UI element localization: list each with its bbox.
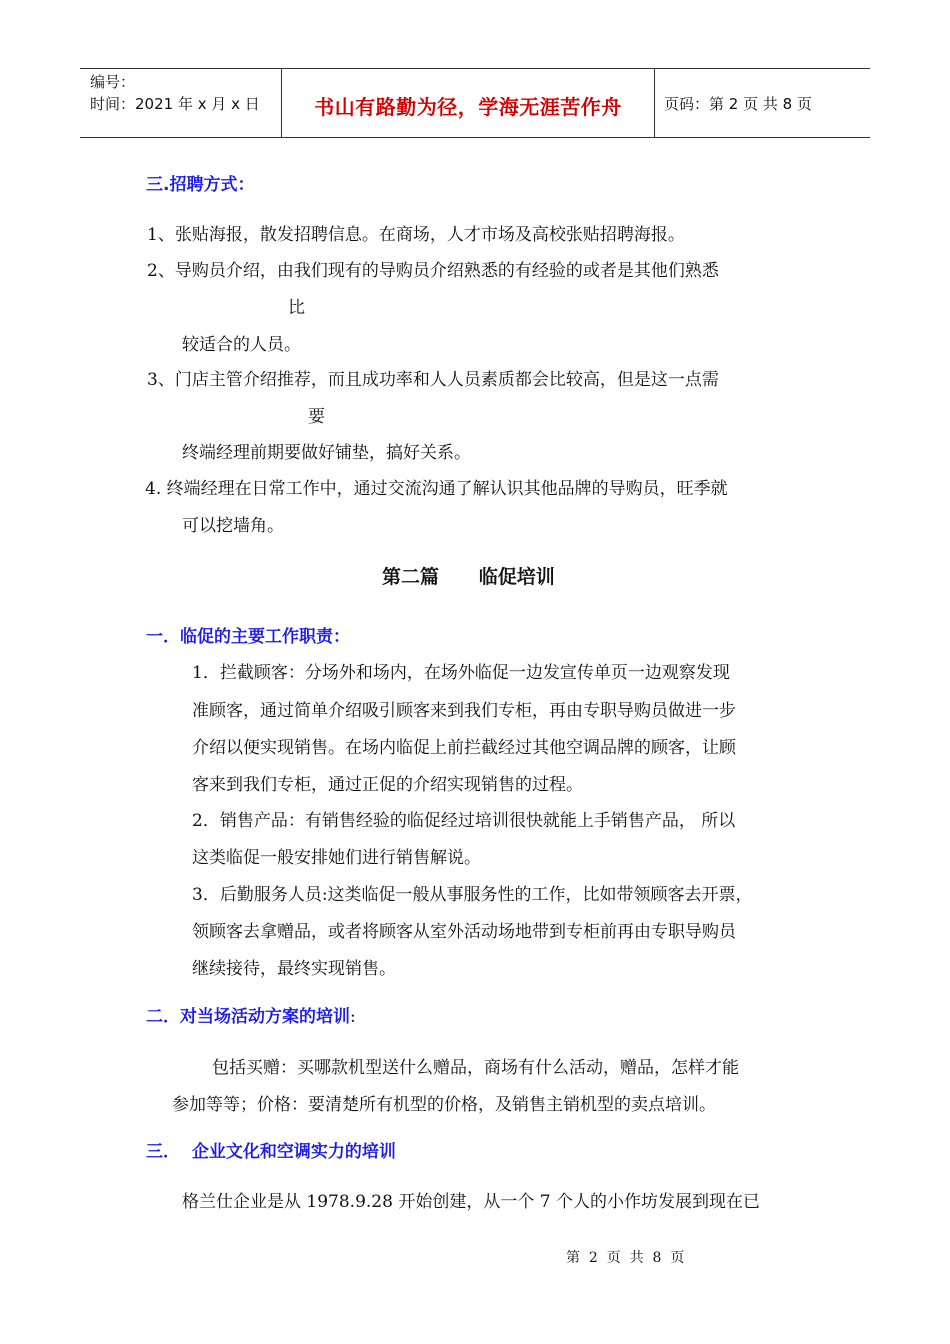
recruit-item: 3、门店主管介绍推荐，而且成功率和人人员素质都会比较高，但是这一点需 bbox=[147, 370, 719, 390]
chapter-title: 第二篇 临促培训 bbox=[382, 566, 555, 588]
activity-line: 参加等等；价格：要清楚所有机型的价格，及销售主销机型的卖点培训。 bbox=[172, 1095, 716, 1115]
duties-line: 介绍以便实现销售。在场内临促上前拦截经过其他空调品牌的顾客，让顾 bbox=[192, 738, 736, 758]
duties-line: 2．销售产品：有销售经验的临促经过培训很快就能上手销售产品， 所以 bbox=[192, 811, 736, 831]
culture-heading: 三． 企业文化和空调实力的培训 bbox=[146, 1142, 396, 1162]
culture-line: 格兰仕企业是从 1978.9.28 开始创建，从一个 7 个人的小作坊发展到现在已 bbox=[182, 1192, 760, 1212]
activity-heading: 二．对当场活动方案的培训 bbox=[146, 1007, 350, 1027]
duties-line: 1．拦截顾客：分场外和场内，在场外临促一边发宣传单页一边观察发现 bbox=[192, 663, 730, 683]
duties-line: 客来到我们专柜，通过正促的介绍实现销售的过程。 bbox=[192, 775, 583, 795]
duties-line: 领顾客去拿赠品，或者将顾客从室外活动场地带到专柜前再由专职导购员 bbox=[192, 922, 736, 942]
recruit-item: 要 bbox=[308, 407, 325, 427]
duties-line: 准顾客，通过简单介绍吸引顾客来到我们专柜，再由专职导购员做进一步 bbox=[192, 701, 736, 721]
header-page-label: 页码：第 2 页 共 8 页 bbox=[664, 95, 812, 113]
activity-heading-suffix: : bbox=[350, 1007, 356, 1027]
recruit-item: 终端经理前期要做好铺垫，搞好关系。 bbox=[182, 443, 471, 463]
duties-line: 3．后勤服务人员:这类临促一般从事服务性的工作，比如带领顾客去开票， bbox=[192, 885, 753, 905]
header-number-label: 编号： bbox=[90, 73, 136, 91]
page-header bbox=[80, 68, 870, 138]
duties-heading: 一．临促的主要工作职责： bbox=[146, 627, 350, 647]
duties-line: 这类临促一般安排她们进行销售解说。 bbox=[192, 848, 481, 868]
page-footer: 第 2 页 共 8 页 bbox=[566, 1250, 685, 1266]
activity-heading-row bbox=[146, 1006, 356, 1028]
activity-line: 包括买赠：买哪款机型送什么赠品，商场有什么活动，赠品，怎样才能 bbox=[212, 1058, 739, 1078]
recruit-item: 2、导购员介绍，由我们现有的导购员介绍熟悉的有经验的或者是其他们熟悉 bbox=[147, 261, 719, 281]
header-time-label: 时间：2021 年 x 月 x 日 bbox=[90, 95, 260, 113]
header-motto: 书山有路勤为径，学海无涯苦作舟 bbox=[314, 95, 622, 119]
recruit-heading: 三.招聘方式： bbox=[146, 175, 255, 195]
duties-line: 继续接待，最终实现销售。 bbox=[192, 959, 396, 979]
recruit-item: 1、张贴海报，散发招聘信息。在商场，人才市场及高校张贴招聘海报。 bbox=[147, 225, 685, 245]
recruit-item: 较适合的人员。 bbox=[182, 335, 301, 355]
header-divider bbox=[654, 69, 655, 137]
recruit-item: 4. 终端经理在日常工作中，通过交流沟通了解认识其他品牌的导购员，旺季就 bbox=[145, 479, 728, 499]
recruit-item: 可以挖墙角。 bbox=[182, 516, 284, 536]
header-meta bbox=[90, 71, 260, 115]
recruit-item: 比 bbox=[288, 298, 305, 318]
